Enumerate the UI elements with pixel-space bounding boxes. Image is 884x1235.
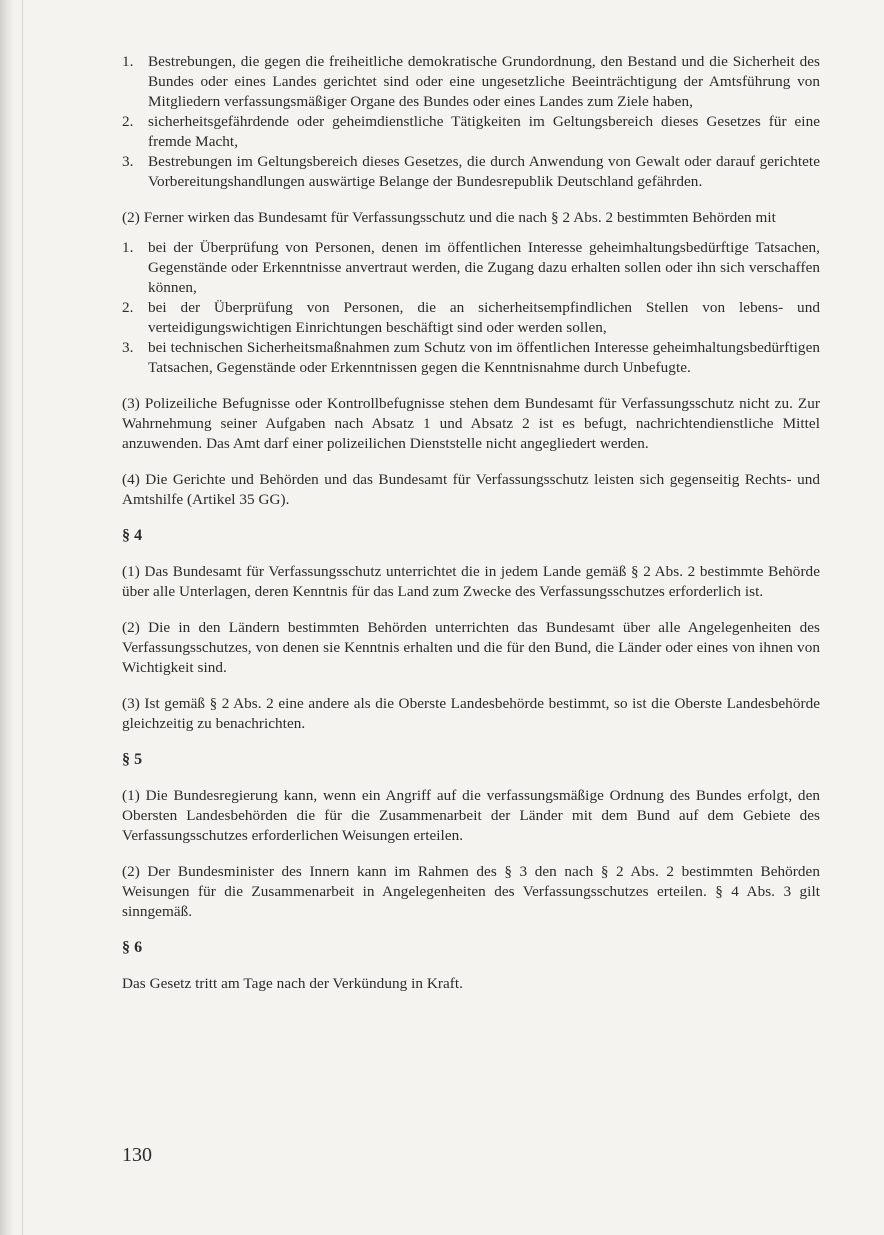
section-heading-5: § 5 [122,751,143,768]
list-item-text: Bestrebungen, die gegen die freiheitliche demokratische Grundordnung, den Bestand und die Sicherheit des Bundes oder eines Landes gerichtet sind oder eine ungesetzliche Beeinträchtigung der Amtsführung von Mitgliedern verfassungsmäßiger Organe des Bundes oder eines Landes zum Ziele haben, [148,53,820,110]
section-heading-6: § 6 [122,939,143,956]
paragraph-s4-abs3: (3) Ist gemäß § 2 Abs. 2 eine andere als die Oberste Landesbehörde bestimmt, so ist die Oberste Landesbehörde gleichzeitig zu benachrichten. [122,695,820,732]
list-item [122,238,820,298]
list-item-text: sicherheitsgefährdende oder geheimdienstliche Tätigkeiten im Geltungsbereich dieses Gesetzes für eine fremde Macht, [148,113,820,150]
list-item [122,112,820,152]
list-item-number: 1. [122,239,134,256]
paragraph-s4-abs2: (2) Die in den Ländern bestimmten Behörden unterrichten das Bundesamt über alle Angelegenheiten des Verfassungsschutzes, von denen sie Kenntnis erhalten und die für den Bund, die Länder oder eines von ihnen von Wichtigkeit sind. [122,619,820,676]
list-item-number: 2. [122,113,134,130]
list-item-number: 3. [122,339,134,356]
list-item [122,52,820,112]
list-item [122,298,820,338]
list-item-text: bei technischen Sicherheitsmaßnahmen zum Schutz von im öffentlichen Interesse geheimhaltungsbedürftigen Tatsachen, Gegenstände oder Erkenntnissen gegen die Kenntnisnahme durch Unbefugte. [148,339,820,376]
list-item [122,152,820,192]
paragraph-abs4: (4) Die Gerichte und Behörden und das Bundesamt für Verfassungsschutz leisten sich gegenseitig Rechts- und Amtshilfe (Artikel 35 GG). [122,471,820,508]
paragraph-abs3: (3) Polizeiliche Befugnisse oder Kontrollbefugnisse stehen dem Bundesamt für Verfassungsschutz nicht zu. Zur Wahrnehmung seiner Aufgaben nach Absatz 1 und Absatz 2 ist es befugt, nachrichtendienstliche Mittel anzuwenden. Das Amt darf einer polizeilichen Dienststelle nicht angegliedert werden. [122,395,820,452]
paragraph-s4-abs1: (1) Das Bundesamt für Verfassungsschutz unterrichtet die in jedem Lande gemäß § 2 Abs. 2 bestimmte Behörde über alle Unterlagen, deren Kenntnis für das Land zum Zwecke des Verfassungsschutzes erforderlich ist. [122,563,820,600]
paragraph-s6: Das Gesetz tritt am Tage nach der Verkündung in Kraft. [122,975,463,992]
list-item-number: 2. [122,299,134,316]
paragraph-abs2-intro: (2) Ferner wirken das Bundesamt für Verfassungsschutz und die nach § 2 Abs. 2 bestimmten Behörden mit [122,209,776,226]
paragraph-s5-abs1: (1) Die Bundesregierung kann, wenn ein Angriff auf die verfassungsmäßige Ordnung des Bundes erfolgt, den Obersten Landesbehörden die für die Zusammenarbeit der Länder mit dem Bund auf dem Gebiete des Verfassungsschutzes erforderlichen Weisungen erteilen. [122,787,820,844]
paragraph-s5-abs2: (2) Der Bundesminister des Innern kann im Rahmen des § 3 den nach § 2 Abs. 2 bestimmten Behörden Weisungen für die Zusammenarbeit in Angelegenheiten des Verfassungsschutzes erteilen. § 4 Abs. 3 gilt sinngemäß. [122,863,820,920]
list-item [122,338,820,378]
list-item-text: Bestrebungen im Geltungsbereich dieses Gesetzes, die durch Anwendung von Gewalt oder darauf gerichtete Vorbereitungshandlungen auswärtige Belange der Bundesrepublik Deutschland gefährden. [148,153,820,190]
page-number: 130 [122,1144,152,1166]
abs1-list [122,52,820,192]
list-item-number: 3. [122,153,134,170]
document-page [122,52,820,994]
scan-page-edge [0,0,14,1235]
list-item-number: 1. [122,53,134,70]
list-item-text: bei der Überprüfung von Personen, die an sicherheitsempfindlichen Stellen von lebens- und verteidigungswichtigen Einrichtungen beschäftigt sind oder werden sollen, [148,299,820,336]
section-heading-4: § 4 [122,527,143,544]
list-item-text: bei der Überprüfung von Personen, denen im öffentlichen Interesse geheimhaltungsbedürftige Tatsachen, Gegenstände oder Erkenntnisse anvertraut werden, die Zugang dazu erhalten sollen oder ihn sich verschaffen können, [148,239,820,296]
abs2-list [122,238,820,378]
scan-binding-line [22,0,23,1235]
